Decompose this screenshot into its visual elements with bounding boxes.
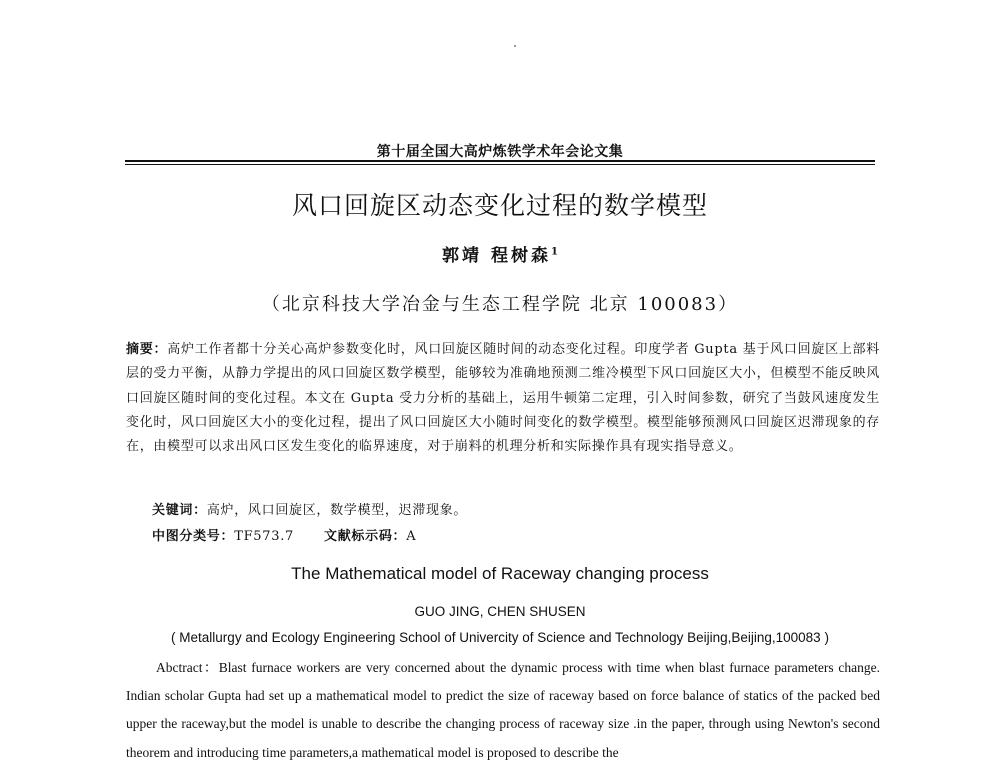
authors-en: GUO JING, CHEN SHUSEN [414, 604, 586, 619]
paper-title-cn: 风口回旋区动态变化过程的数学模型 [291, 191, 708, 220]
doc-code-value: A [406, 529, 417, 544]
abstract-cn-label: 摘要： [126, 342, 168, 357]
keywords-cn-label: 关键词： [152, 503, 207, 518]
keywords-cn-text: 高炉，风口回旋区，数学模型，迟滞现象。 [206, 503, 468, 518]
classification-cn [152, 525, 416, 544]
scan-speck [514, 45, 516, 47]
author-footnote-mark: 1 [550, 246, 558, 258]
classification-label: 中图分类号： [152, 529, 235, 544]
keywords-cn [152, 499, 467, 518]
doc-code-label: 文献标示码： [324, 529, 407, 544]
running-head: 第十届全国大高炉炼铁学术年会论文集 [376, 144, 624, 160]
authors-cn-names: 郭靖 程树森 [442, 246, 551, 266]
abstract-en [126, 654, 880, 767]
abstract-cn-text: 高炉工作者都十分关心高炉参数变化时，风口回旋区随时间的动态变化过程。印度学者 Gupta 基于风口回旋区上部料层的受力平衡，从静力学提出的风口回旋区数学模型，能够较为准确地预测二维冷模型下风口回旋区大小，但模型不能反映风口回旋区随时间的变化过程。本文在 Gupta 受力分析的基础上，运用牛顿第二定理，引入时间参数，研究了当鼓风速度发生变化时，风口回旋区大小的变化过程，提出了风口回旋区大小随时间变化的数学模型。模型能够预测风口回旋区迟滞现象的存在，由模型可以求出风口区发生变化的临界速度，对于崩料的机理分析和实际操作具有现实指导意义。 [126, 342, 880, 455]
abstract-en-text: Blast furnace workers are very concerned about the dynamic process with time when blast furnace parameters change. Indian scholar Gupta had set up a mathematical model to predict the size of raceway based on force balance of statics of the packed bed upper the raceway,but the model is unable to describe the changing process of raceway size .in the paper, through using Newton's second theorem and introducing time parameters,a mathematical model is proposed to describe the [126, 660, 880, 760]
paper-title-en: The Mathematical model of Raceway changing process [291, 564, 709, 583]
authors-cn [0, 241, 1000, 266]
abstract-en-label: Abctract： [156, 660, 219, 675]
affiliation-cn: （北京科技大学冶金与生态工程学院 北京 100083） [261, 294, 739, 315]
header-rule-thick [125, 160, 875, 162]
affiliation-en: ( Metallurgy and Ecology Engineering School of Univercity of Science and Technology Beijing,Beijing,100083 ) [171, 630, 829, 645]
header-rule-thin [125, 164, 875, 165]
abstract-cn [126, 338, 880, 459]
classification-value: TF573.7 [234, 529, 295, 544]
